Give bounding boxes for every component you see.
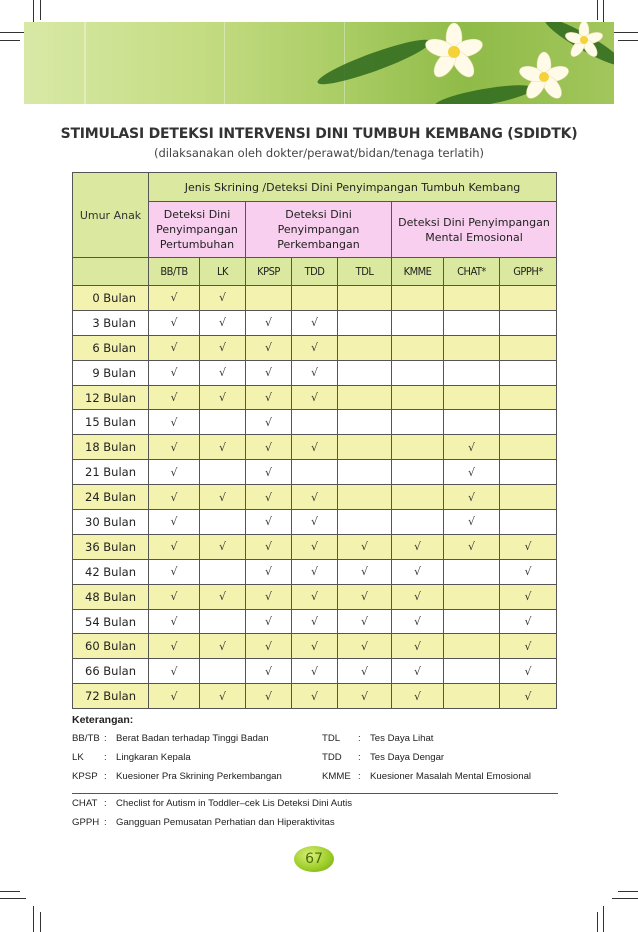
check-cell-tdd bbox=[292, 286, 338, 311]
note-line bbox=[72, 771, 558, 790]
note-line bbox=[72, 733, 558, 752]
check-cell-chat: √ bbox=[444, 485, 500, 510]
check-cell-tdl bbox=[338, 385, 392, 410]
note-abbr: CHAT bbox=[72, 798, 98, 809]
age-cell: 54 Bulan bbox=[73, 609, 149, 634]
check-cell-kmme: √ bbox=[392, 584, 444, 609]
age-cell: 15 Bulan bbox=[73, 410, 149, 435]
check-cell-chat bbox=[444, 335, 500, 360]
note-line bbox=[72, 752, 558, 771]
check-cell-bbtb: √ bbox=[149, 410, 200, 435]
check-cell-gpph bbox=[500, 385, 557, 410]
check-cell-tdd: √ bbox=[292, 485, 338, 510]
col-header-tdl: TDL bbox=[338, 258, 392, 286]
table-row bbox=[73, 335, 557, 360]
check-cell-tdl bbox=[338, 435, 392, 460]
check-cell-tdl bbox=[338, 510, 392, 535]
crop-mark bbox=[618, 40, 638, 41]
crop-mark bbox=[612, 32, 638, 33]
check-cell-tdd: √ bbox=[292, 385, 338, 410]
check-cell-lk: √ bbox=[200, 335, 246, 360]
check-cell-tdl: √ bbox=[338, 634, 392, 659]
note-abbr: TDL bbox=[322, 733, 341, 744]
group-perkembangan-header: Deteksi Dini Penyimpangan Perkembangan bbox=[246, 202, 392, 258]
check-cell-kmme bbox=[392, 335, 444, 360]
check-cell-kmme bbox=[392, 485, 444, 510]
table-row bbox=[73, 634, 557, 659]
crop-mark bbox=[612, 898, 638, 899]
check-cell-kpsp bbox=[246, 286, 292, 311]
check-cell-bbtb: √ bbox=[149, 360, 200, 385]
check-cell-kpsp: √ bbox=[246, 310, 292, 335]
note-sep: : bbox=[358, 771, 361, 782]
check-cell-tdd: √ bbox=[292, 335, 338, 360]
check-cell-chat bbox=[444, 659, 500, 684]
check-cell-bbtb: √ bbox=[149, 684, 200, 709]
age-cell: 36 Bulan bbox=[73, 534, 149, 559]
check-cell-tdl: √ bbox=[338, 534, 392, 559]
check-cell-lk: √ bbox=[200, 684, 246, 709]
check-cell-bbtb: √ bbox=[149, 609, 200, 634]
age-cell: 30 Bulan bbox=[73, 510, 149, 535]
table-row bbox=[73, 286, 557, 311]
check-cell-gpph bbox=[500, 435, 557, 460]
check-cell-bbtb: √ bbox=[149, 385, 200, 410]
note-abbr: TDD bbox=[322, 752, 342, 763]
crop-mark bbox=[0, 40, 20, 41]
check-cell-gpph: √ bbox=[500, 659, 557, 684]
crop-mark bbox=[0, 891, 20, 892]
sdidtk-table bbox=[72, 172, 557, 709]
notes-items bbox=[72, 733, 558, 790]
age-cell: 72 Bulan bbox=[73, 684, 149, 709]
check-cell-tdd bbox=[292, 410, 338, 435]
check-cell-kmme bbox=[392, 310, 444, 335]
crop-mark bbox=[0, 898, 26, 899]
check-cell-lk bbox=[200, 410, 246, 435]
note-sep: : bbox=[104, 752, 107, 763]
check-cell-gpph bbox=[500, 460, 557, 485]
page-subtitle: (dilaksanakan oleh dokter/perawat/bidan/tenaga terlatih) bbox=[153, 146, 485, 160]
umur-anak-header-cont bbox=[73, 258, 149, 286]
check-cell-chat bbox=[444, 385, 500, 410]
check-cell-gpph bbox=[500, 310, 557, 335]
check-cell-tdl: √ bbox=[338, 584, 392, 609]
check-cell-chat bbox=[444, 286, 500, 311]
check-cell-kmme: √ bbox=[392, 559, 444, 584]
check-cell-kpsp: √ bbox=[246, 335, 292, 360]
footnote-line bbox=[72, 817, 558, 836]
check-cell-tdd: √ bbox=[292, 584, 338, 609]
check-cell-lk bbox=[200, 460, 246, 485]
note-sep: : bbox=[358, 733, 361, 744]
check-cell-bbtb: √ bbox=[149, 534, 200, 559]
note-desc: Checlist for Autism in Toddler–cek Lis Deteksi Dini Autis bbox=[116, 798, 353, 809]
check-cell-tdl: √ bbox=[338, 609, 392, 634]
check-cell-lk: √ bbox=[200, 286, 246, 311]
note-abbr: KMME bbox=[322, 771, 351, 782]
group-mental-emosional-header: Deteksi Dini Penyimpangan Mental Emosional bbox=[392, 202, 557, 258]
check-cell-bbtb: √ bbox=[149, 286, 200, 311]
check-cell-kpsp: √ bbox=[246, 559, 292, 584]
check-cell-lk: √ bbox=[200, 534, 246, 559]
check-cell-tdd: √ bbox=[292, 684, 338, 709]
col-header-chat: CHAT* bbox=[444, 258, 500, 286]
check-cell-tdl bbox=[338, 410, 392, 435]
note-desc: Tes Daya Lihat bbox=[370, 733, 434, 744]
table-row bbox=[73, 360, 557, 385]
check-cell-kpsp: √ bbox=[246, 385, 292, 410]
table-row bbox=[73, 485, 557, 510]
check-cell-lk: √ bbox=[200, 360, 246, 385]
note-abbr: LK bbox=[72, 752, 84, 763]
check-cell-tdd: √ bbox=[292, 435, 338, 460]
check-cell-kmme bbox=[392, 510, 444, 535]
crop-mark bbox=[618, 891, 638, 892]
age-cell: 60 Bulan bbox=[73, 634, 149, 659]
check-cell-kpsp: √ bbox=[246, 659, 292, 684]
umur-anak-header: Umur Anak bbox=[73, 173, 149, 258]
check-cell-chat bbox=[444, 634, 500, 659]
col-header-gpph: GPPH* bbox=[500, 258, 557, 286]
check-cell-gpph bbox=[500, 510, 557, 535]
check-cell-kpsp: √ bbox=[246, 485, 292, 510]
check-cell-bbtb: √ bbox=[149, 659, 200, 684]
check-cell-tdl bbox=[338, 310, 392, 335]
note-sep: : bbox=[358, 752, 361, 763]
note-desc: Kuesioner Pra Skrining Perkembangan bbox=[116, 771, 282, 782]
check-cell-kpsp: √ bbox=[246, 534, 292, 559]
crop-mark bbox=[603, 906, 604, 932]
check-cell-tdl bbox=[338, 335, 392, 360]
col-header-bbtb: BB/TB bbox=[149, 258, 200, 286]
check-cell-bbtb: √ bbox=[149, 310, 200, 335]
col-header-tdd: TDD bbox=[292, 258, 338, 286]
table-row bbox=[73, 659, 557, 684]
check-cell-kpsp: √ bbox=[246, 584, 292, 609]
check-cell-kpsp: √ bbox=[246, 609, 292, 634]
group-pertumbuhan-header: Deteksi Dini Penyimpangan Pertumbuhan bbox=[149, 202, 246, 258]
table-body bbox=[73, 286, 557, 709]
check-cell-kmme bbox=[392, 286, 444, 311]
check-cell-lk: √ bbox=[200, 584, 246, 609]
crop-mark bbox=[0, 32, 26, 33]
check-cell-kmme: √ bbox=[392, 534, 444, 559]
check-cell-chat bbox=[444, 310, 500, 335]
notes-footnotes bbox=[72, 798, 558, 836]
check-cell-kpsp: √ bbox=[246, 410, 292, 435]
check-cell-kmme bbox=[392, 385, 444, 410]
crop-mark bbox=[597, 0, 598, 20]
check-cell-tdl: √ bbox=[338, 684, 392, 709]
check-cell-gpph bbox=[500, 485, 557, 510]
check-cell-bbtb: √ bbox=[149, 435, 200, 460]
check-cell-kpsp: √ bbox=[246, 684, 292, 709]
check-cell-bbtb: √ bbox=[149, 559, 200, 584]
check-cell-kpsp: √ bbox=[246, 634, 292, 659]
check-cell-lk bbox=[200, 510, 246, 535]
check-cell-gpph: √ bbox=[500, 534, 557, 559]
age-cell: 21 Bulan bbox=[73, 460, 149, 485]
check-cell-bbtb: √ bbox=[149, 485, 200, 510]
crop-mark bbox=[597, 912, 598, 932]
check-cell-kmme: √ bbox=[392, 634, 444, 659]
check-cell-chat: √ bbox=[444, 510, 500, 535]
check-cell-gpph: √ bbox=[500, 609, 557, 634]
age-cell: 42 Bulan bbox=[73, 559, 149, 584]
check-cell-tdl bbox=[338, 360, 392, 385]
age-cell: 12 Bulan bbox=[73, 385, 149, 410]
age-cell: 6 Bulan bbox=[73, 335, 149, 360]
check-cell-bbtb: √ bbox=[149, 584, 200, 609]
age-cell: 66 Bulan bbox=[73, 659, 149, 684]
check-cell-kmme: √ bbox=[392, 684, 444, 709]
table-row bbox=[73, 435, 557, 460]
jenis-skrining-header: Jenis Skrining /Deteksi Dini Penyimpangan Tumbuh Kembang bbox=[149, 173, 557, 202]
note-sep: : bbox=[104, 798, 107, 809]
table-row bbox=[73, 559, 557, 584]
age-cell: 48 Bulan bbox=[73, 584, 149, 609]
table-row bbox=[73, 310, 557, 335]
check-cell-bbtb: √ bbox=[149, 634, 200, 659]
check-cell-lk: √ bbox=[200, 385, 246, 410]
check-cell-tdl: √ bbox=[338, 559, 392, 584]
note-sep: : bbox=[104, 771, 107, 782]
note-desc: Berat Badan terhadap Tinggi Badan bbox=[116, 733, 269, 744]
crop-mark bbox=[33, 906, 34, 932]
check-cell-lk: √ bbox=[200, 310, 246, 335]
note-abbr: BB/TB bbox=[72, 733, 100, 744]
notes-heading: Keterangan: bbox=[72, 714, 134, 726]
check-cell-tdl bbox=[338, 460, 392, 485]
table-row bbox=[73, 534, 557, 559]
col-header-kpsp: KPSP bbox=[246, 258, 292, 286]
check-cell-chat bbox=[444, 410, 500, 435]
table-row bbox=[73, 385, 557, 410]
note-desc: Lingkaran Kepala bbox=[116, 752, 191, 763]
check-cell-lk: √ bbox=[200, 485, 246, 510]
col-header-lk: LK bbox=[200, 258, 246, 286]
note-sep: : bbox=[104, 817, 107, 828]
note-desc: Kuesioner Masalah Mental Emosional bbox=[370, 771, 532, 782]
check-cell-kmme bbox=[392, 360, 444, 385]
table-row bbox=[73, 609, 557, 634]
check-cell-kmme: √ bbox=[392, 609, 444, 634]
check-cell-lk bbox=[200, 559, 246, 584]
check-cell-chat bbox=[444, 684, 500, 709]
check-cell-chat bbox=[444, 609, 500, 634]
check-cell-tdd: √ bbox=[292, 360, 338, 385]
check-cell-tdl bbox=[338, 485, 392, 510]
check-cell-lk bbox=[200, 659, 246, 684]
check-cell-gpph: √ bbox=[500, 684, 557, 709]
check-cell-chat: √ bbox=[444, 460, 500, 485]
check-cell-chat bbox=[444, 559, 500, 584]
crop-mark bbox=[40, 912, 41, 932]
check-cell-tdl: √ bbox=[338, 659, 392, 684]
col-header-kmme: KMME bbox=[392, 258, 444, 286]
check-cell-gpph bbox=[500, 410, 557, 435]
check-cell-tdd: √ bbox=[292, 310, 338, 335]
check-cell-kpsp: √ bbox=[246, 435, 292, 460]
note-abbr: KPSP bbox=[72, 771, 98, 782]
table-row bbox=[73, 510, 557, 535]
check-cell-tdl bbox=[338, 286, 392, 311]
check-cell-bbtb: √ bbox=[149, 335, 200, 360]
check-cell-tdd: √ bbox=[292, 634, 338, 659]
footnote-line bbox=[72, 798, 558, 817]
check-cell-chat bbox=[444, 584, 500, 609]
check-cell-tdd: √ bbox=[292, 659, 338, 684]
check-cell-tdd: √ bbox=[292, 609, 338, 634]
floral-banner bbox=[24, 22, 614, 104]
check-cell-tdd: √ bbox=[292, 534, 338, 559]
check-cell-chat: √ bbox=[444, 435, 500, 460]
check-cell-chat: √ bbox=[444, 534, 500, 559]
table-row bbox=[73, 684, 557, 709]
check-cell-tdd bbox=[292, 460, 338, 485]
check-cell-bbtb: √ bbox=[149, 510, 200, 535]
notes-section bbox=[72, 714, 558, 836]
age-cell: 24 Bulan bbox=[73, 485, 149, 510]
check-cell-gpph: √ bbox=[500, 559, 557, 584]
check-cell-chat bbox=[444, 360, 500, 385]
check-cell-lk bbox=[200, 609, 246, 634]
check-cell-kpsp: √ bbox=[246, 460, 292, 485]
check-cell-kmme: √ bbox=[392, 659, 444, 684]
check-cell-lk: √ bbox=[200, 634, 246, 659]
check-cell-kpsp: √ bbox=[246, 510, 292, 535]
check-cell-gpph bbox=[500, 335, 557, 360]
table-row bbox=[73, 584, 557, 609]
check-cell-kpsp: √ bbox=[246, 360, 292, 385]
check-cell-lk: √ bbox=[200, 435, 246, 460]
flower-illustration bbox=[24, 22, 614, 104]
check-cell-gpph bbox=[500, 286, 557, 311]
check-cell-tdd: √ bbox=[292, 510, 338, 535]
note-desc: Tes Daya Dengar bbox=[370, 752, 445, 763]
check-cell-kmme bbox=[392, 410, 444, 435]
check-cell-gpph: √ bbox=[500, 584, 557, 609]
age-cell: 3 Bulan bbox=[73, 310, 149, 335]
note-abbr: GPPH bbox=[72, 817, 100, 828]
age-cell: 9 Bulan bbox=[73, 360, 149, 385]
notes-divider bbox=[72, 793, 558, 794]
check-cell-kmme bbox=[392, 435, 444, 460]
check-cell-bbtb: √ bbox=[149, 460, 200, 485]
check-cell-gpph: √ bbox=[500, 634, 557, 659]
table-row bbox=[73, 460, 557, 485]
note-desc: Gangguan Pemusatan Perhatian dan Hiperaktivitas bbox=[116, 817, 335, 828]
check-cell-gpph bbox=[500, 360, 557, 385]
page-title: STIMULASI DETEKSI INTERVENSI DINI TUMBUH KEMBANG (SDIDTK) bbox=[60, 126, 578, 142]
check-cell-kmme bbox=[392, 460, 444, 485]
check-cell-tdd: √ bbox=[292, 559, 338, 584]
crop-mark bbox=[40, 0, 41, 20]
table-row bbox=[73, 410, 557, 435]
age-cell: 18 Bulan bbox=[73, 435, 149, 460]
age-cell: 0 Bulan bbox=[73, 286, 149, 311]
page-number-badge: 67 bbox=[294, 846, 334, 872]
note-sep: : bbox=[104, 733, 107, 744]
